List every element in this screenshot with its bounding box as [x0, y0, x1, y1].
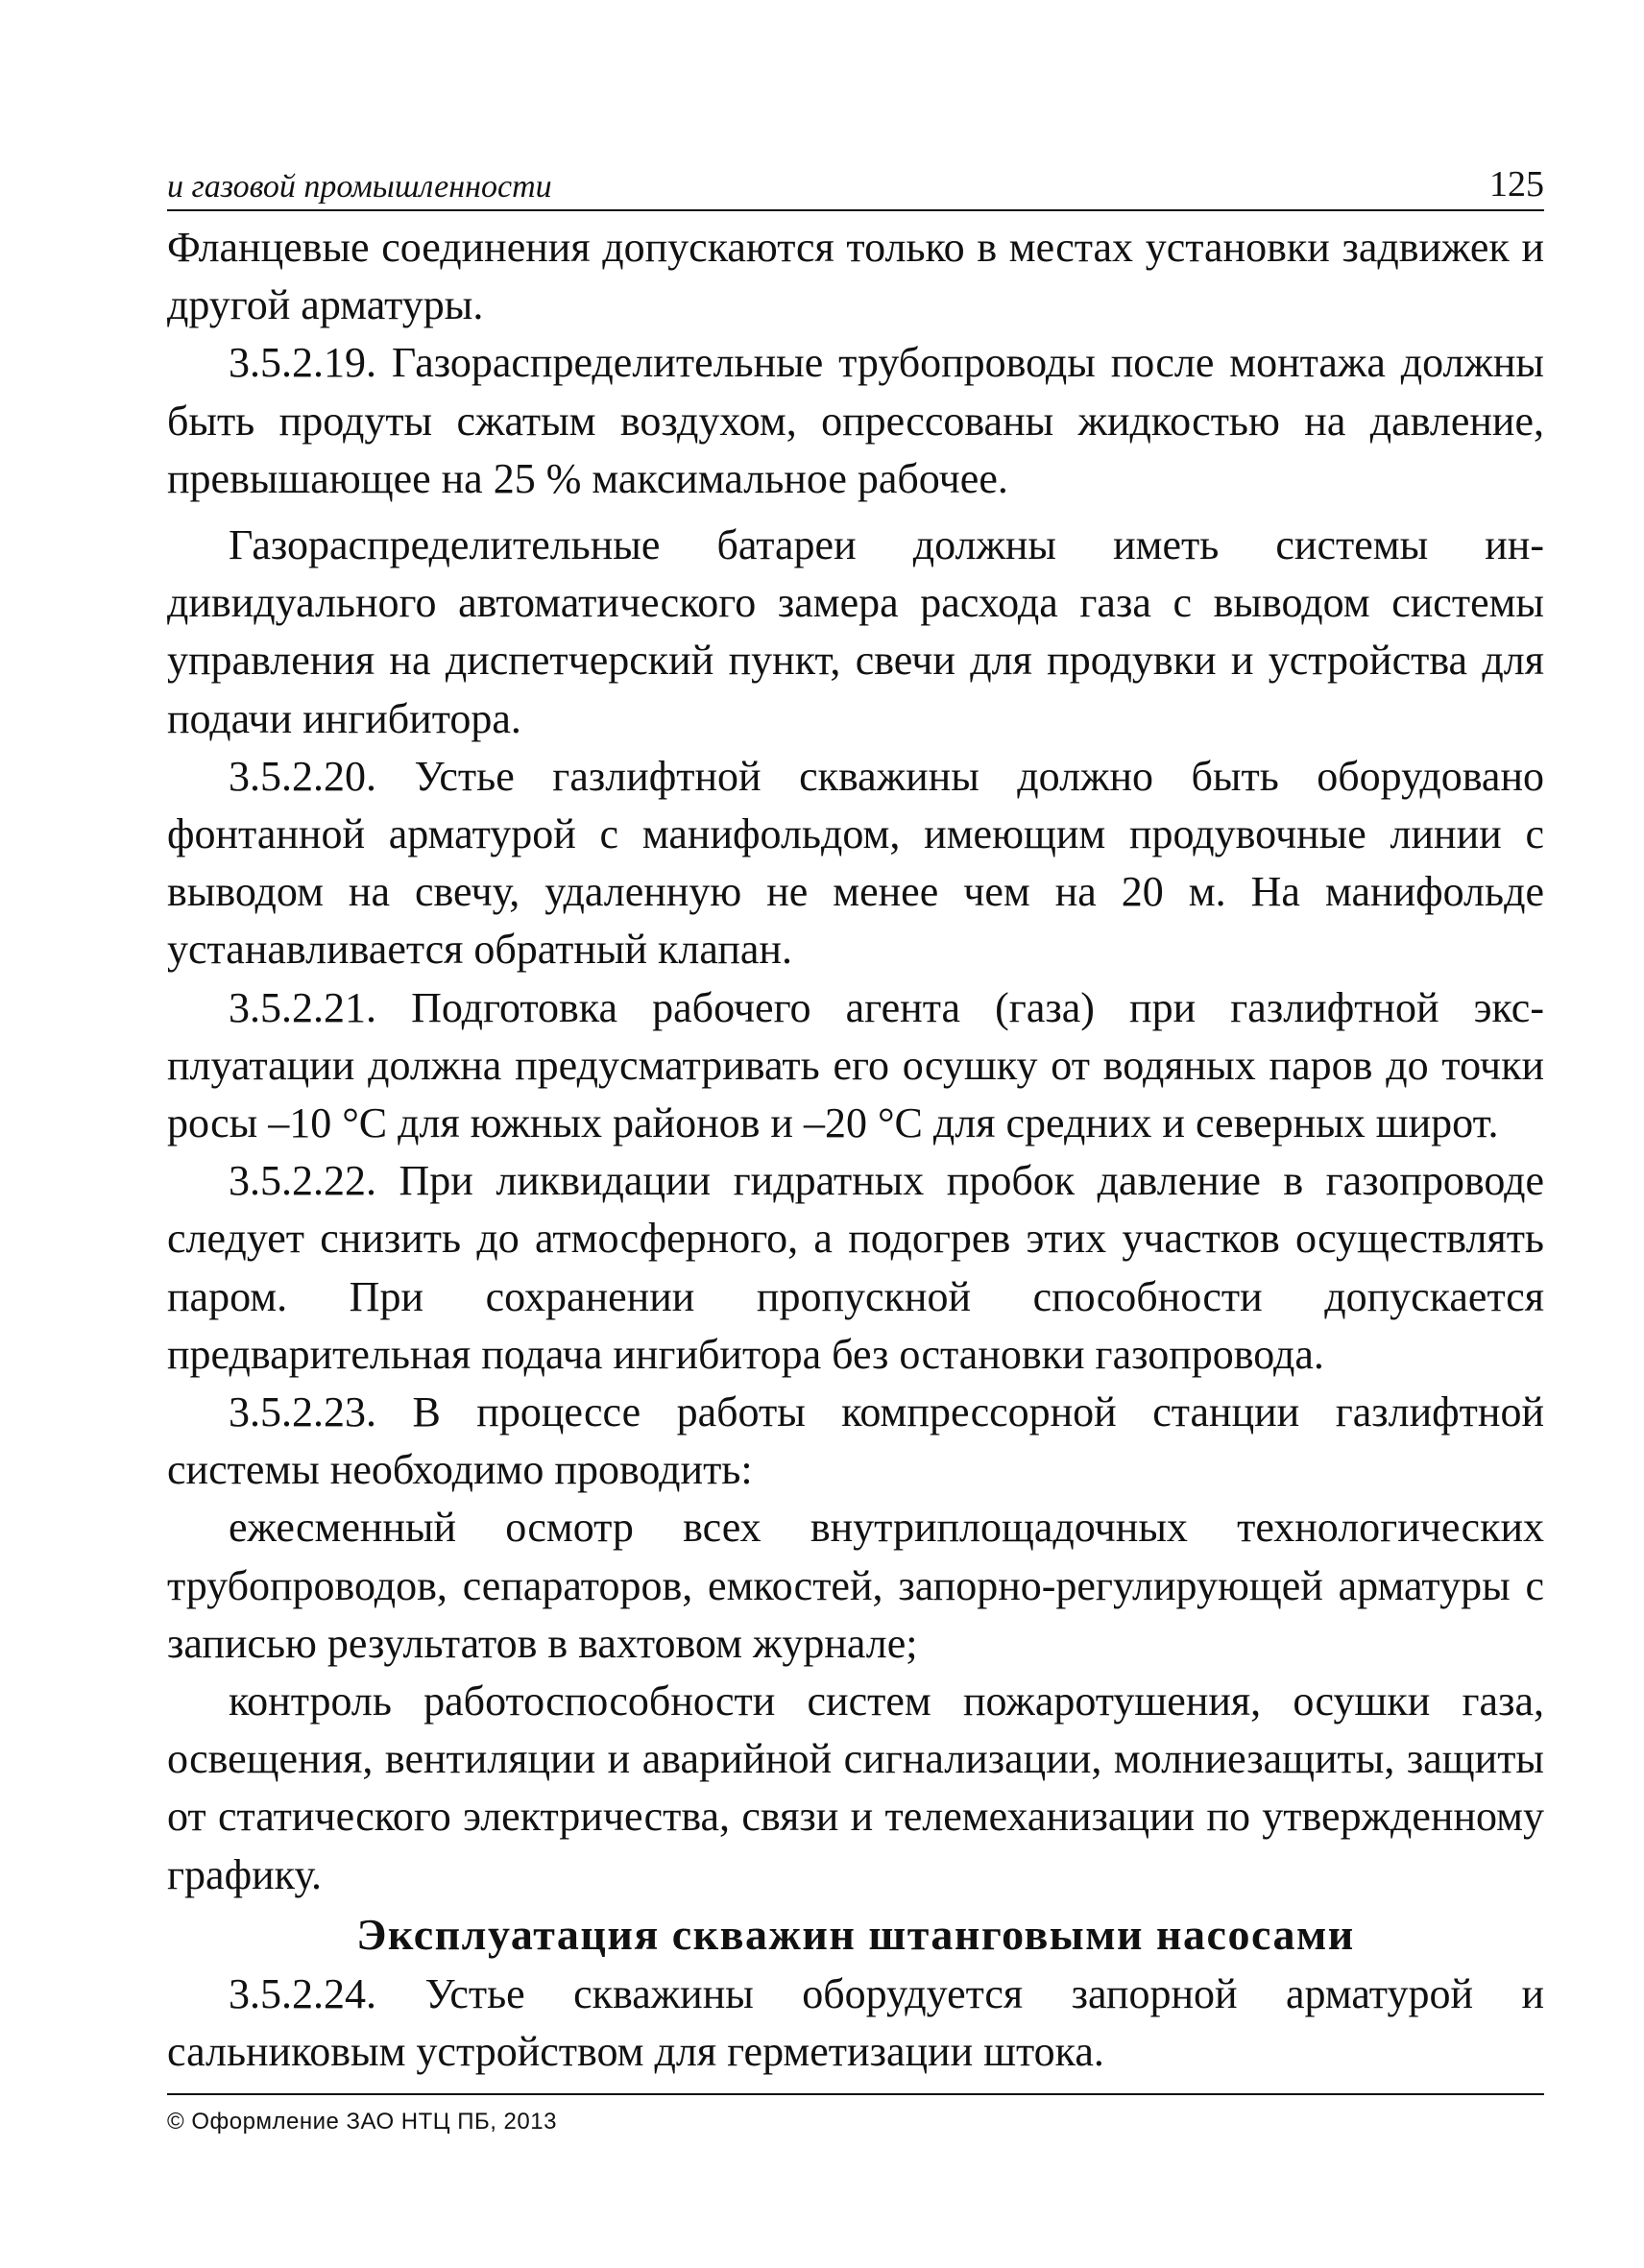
body-text [167, 219, 1544, 2081]
paragraph-3-5-2-19: 3.5.2.19. Газораспределительные трубопроводы после монтажа должны быть продуты сжатым воздухом, опрессованы жидкостью на давление, превышающее на 25 % максимальное рабочее. [167, 339, 1544, 502]
paragraph-3-5-2-23: 3.5.2.23. В процессе работы компрессорной станции газлифтной системы необходимо проводить: [167, 1388, 1544, 1494]
paragraph-gas-distribution-batteries: Газораспределительные батареи должны иметь системы индивидуального автоматического замера расхода газа с выводом системы управления на диспетчерский пункт, свечи для продувки и устройства для подачи ингибитора. [167, 521, 1544, 742]
paragraph-gap [167, 508, 1544, 517]
running-header-title: и газовой промышленности [167, 169, 552, 205]
page-footer [167, 2093, 1544, 2135]
paragraph-3-5-2-21: 3.5.2.21. Подготовка рабочего агента (газа) при газлифтной эксплуатации должна предусматривать его осушку от водяных паров до точки росы –10 °С для южных районов и –20 °С для средних и северных широт. [167, 983, 1544, 1147]
paragraph-3-5-2-20: 3.5.2.20. Устье газлифтной скважины должно быть оборудовано фонтанной арматурой с манифольдом, имеющим продувочные линии с выводом на свечу, удаленную не менее чем на 20 м. На манифольде устанавливается обратный клапан. [167, 752, 1544, 974]
paragraph-3-5-2-22: 3.5.2.22. При ликвидации гидратных пробок давление в газопроводе следует снизить до атмосферного, а подогрев этих участков осуществлять паром. При сохранении пропускной способности допускается предварительная подача ингибитора без остановки газопровода. [167, 1157, 1544, 1378]
section-heading: Эксплуатация скважин штанговыми насосами [356, 1909, 1355, 1959]
copyright-notice: © Оформление ЗАО НТЦ ПБ, 2013 [167, 2109, 557, 2135]
page-number: 125 [1489, 164, 1544, 205]
paragraph-3-5-2-24: 3.5.2.24. Устье скважины оборудуется запорной арматурой и сальниковым устройством для герметизации штока. [167, 1969, 1544, 2076]
page-content [167, 163, 1544, 2081]
list-item-daily-inspection: ежесменный осмотр всех внутриплощадочных технологических трубопроводов, сепараторов, емкостей, запорно-регулирующей арматуры с записью результатов в вахтовом журнале; [167, 1504, 1544, 1667]
paragraph-flange-connections: Фланцевые соединения допускаются только в местах установки задвижек и другой арматуры. [167, 224, 1544, 329]
running-header [167, 163, 1544, 211]
list-item-system-control: контроль работоспособности систем пожаротушения, осушки газа, освещения, вентиляции и аварийной сигнализации, молниезащиты, защиты от статического электричества, связи и телемеханизации по утвержденному графику. [167, 1677, 1544, 1898]
